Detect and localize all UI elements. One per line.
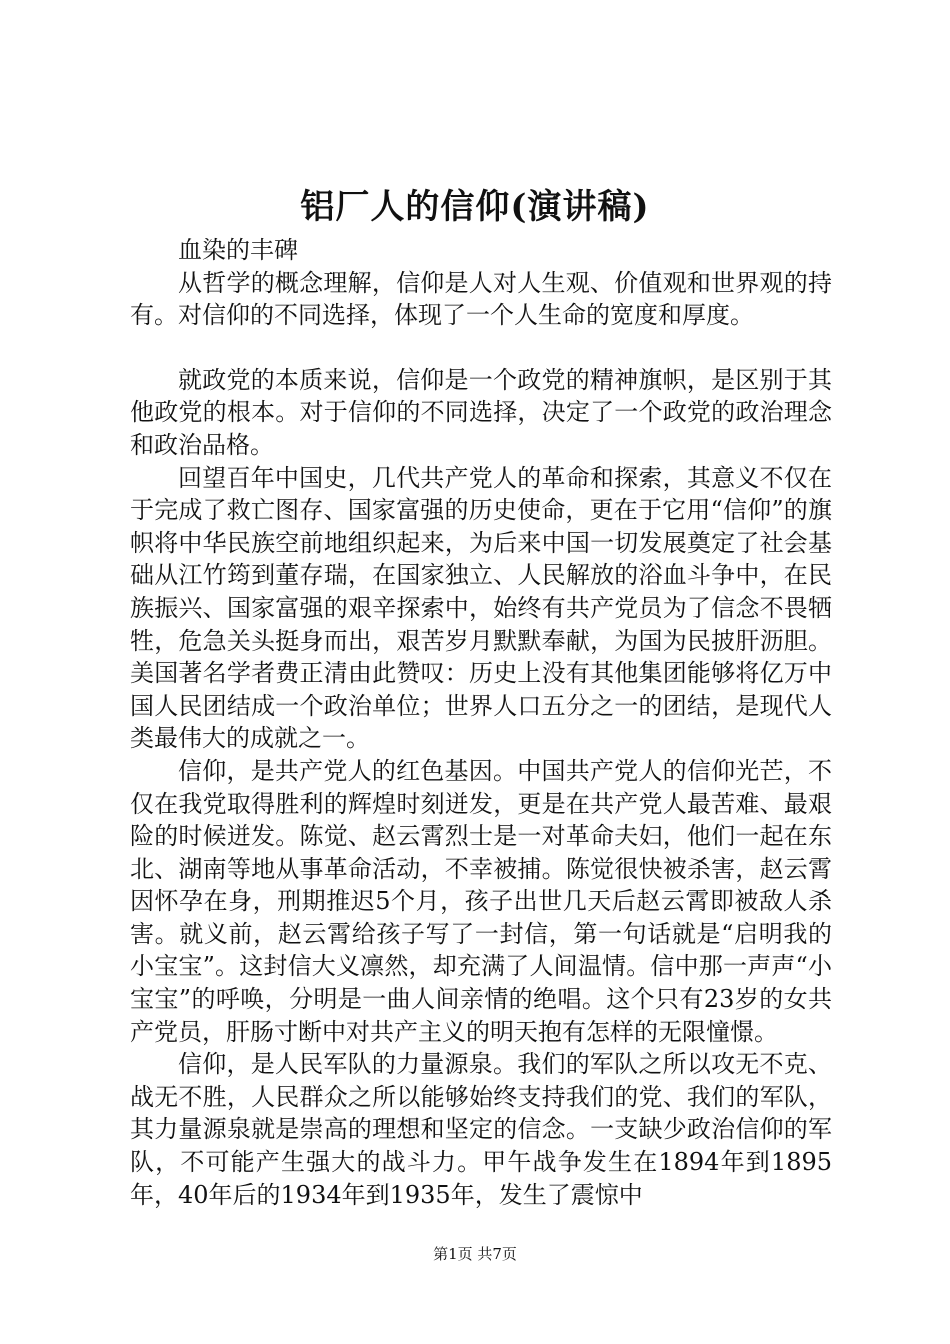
body-paragraph: 从哲学的概念理解，信仰是人对人生观、价值观和世界观的持有。对信仰的不同选择，体现了一个人生命的宽度和厚度。 (130, 268, 832, 330)
document-title: 铝厂人的信仰(演讲稿) (300, 187, 650, 227)
page-number-footer: 第1页 共7页 (433, 1245, 517, 1263)
body-paragraph: 就政党的本质来说，信仰是一个政党的精神旗帜，是区别于其他政党的根本。对于信仰的不同选择，决定了一个政党的政治理念和政治品格。 (130, 365, 832, 459)
document-body (130, 234, 832, 1211)
body-paragraph: 信仰，是人民军队的力量源泉。我们的军队之所以攻无不克、战无不胜，人民群众之所以能够始终支持我们的党、我们的军队，其力量源泉就是崇高的理想和坚定的信念。一支缺少政治信仰的军队，不可能产生强大的战斗力。甲午战争发生在1894年到1895年，40年后的1934年到1935年，发生了震惊中 (130, 1050, 832, 1209)
subtitle-paragraph: 血染的丰碑 (178, 236, 298, 264)
body-paragraph: 回望百年中国史，几代共产党人的革命和探索，其意义不仅在于完成了救亡图存、国家富强的历史使命，更在于它用“信仰”的旗帜将中华民族空前地组织起来，为后来中国一切发展奠定了社会基础从江竹筠到董存瑞，在国家独立、人民解放的浴血斗争中，在民族振兴、国家富强的艰辛探索中，始终有共产党员为了信念不畏牺牲，危急关头挺身而出，艰苦岁月默默奉献，为国为民披肝沥胆。美国著名学者费正清由此赞叹：历史上没有其他集团能够将亿万中国人民团结成一个政治单位；世界人口五分之一的团结，是现代人类最伟大的成就之一。 (130, 463, 832, 753)
body-paragraph: 信仰，是共产党人的红色基因。中国共产党人的信仰光芒，不仅在我党取得胜利的辉煌时刻迸发，更是在共产党人最苦难、最艰险的时候迸发。陈觉、赵云霄烈士是一对革命夫妇，他们一起在东北、湖南等地从事革命活动，不幸被捕。陈觉很快被杀害，赵云霄因怀孕在身，刑期推迟5个月，孩子出世几天后赵云霄即被敌人杀害。就义前，赵云霄给孩子写了一封信，第一句话就是“启明我的小宝宝”。这封信大义凛然，却充满了人间温情。信中那一声声“小宝宝”的呼唤，分明是一曲人间亲情的绝唱。这个只有23岁的女共产党员，肝肠寸断中对共产主义的明天抱有怎样的无限憧憬。 (130, 756, 832, 1046)
